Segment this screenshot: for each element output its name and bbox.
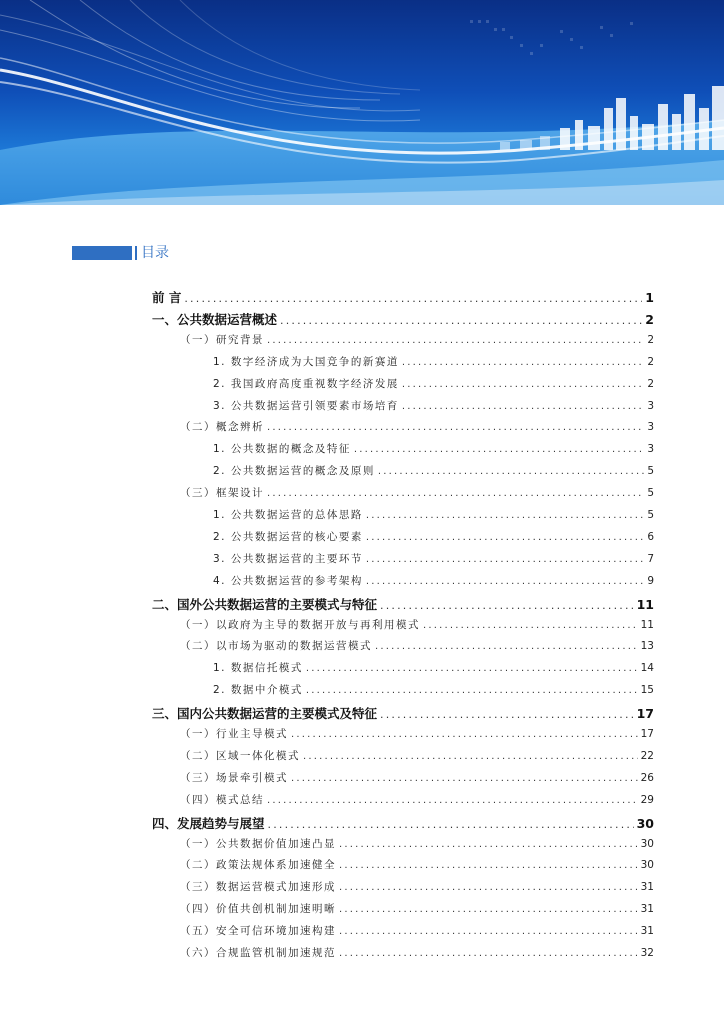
toc-entry-page: 2: [647, 333, 654, 346]
toc-entry[interactable]: [213, 398, 654, 413]
toc-entry-label: 2. 我国政府高度重视数字经济发展: [213, 377, 399, 390]
toc-entry-label: 四、发展趋势与展望: [152, 815, 265, 831]
toc-entry-page: 31: [640, 925, 654, 938]
heading-divider: [135, 246, 137, 260]
toc-leader-dots: [380, 708, 634, 721]
toc-leader-dots: [184, 292, 642, 305]
toc-leader-dots: [402, 357, 644, 368]
toc-entry-label: （三）数据运营模式加速形成: [180, 881, 336, 894]
toc-entry[interactable]: [213, 507, 654, 522]
toc-leader-dots: [306, 685, 638, 696]
toc-leader-dots: [339, 926, 638, 937]
toc-entry-page: 11: [640, 618, 654, 631]
toc-entry-page: 22: [640, 749, 654, 762]
toc-leader-dots: [291, 773, 638, 784]
toc-entry-label: 1. 公共数据运营的总体思路: [213, 509, 363, 521]
toc-leader-dots: [339, 860, 638, 871]
toc-entry-page: 13: [640, 640, 654, 653]
toc-entry[interactable]: [213, 551, 654, 566]
toc-entry[interactable]: [180, 857, 654, 872]
toc-entry[interactable]: [180, 836, 654, 851]
toc-entry[interactable]: [152, 814, 654, 832]
toc-entry-label: 1. 数据信托模式: [213, 662, 303, 675]
toc-entry-page: 2: [645, 311, 654, 327]
toc-leader-dots: [366, 576, 644, 587]
toc-entry-page: 32: [640, 947, 654, 959]
toc-entry[interactable]: [213, 529, 654, 544]
toc-entry-page: 1: [645, 290, 654, 305]
toc-entry-label: 2. 公共数据运营的概念及原则: [213, 465, 375, 478]
toc-entry-label: （一）行业主导模式: [180, 728, 288, 740]
toc-leader-dots: [280, 314, 642, 327]
banner-artwork: [0, 0, 724, 205]
toc-entry-label: （一）公共数据价值加速凸显: [180, 837, 336, 850]
toc-entry[interactable]: [180, 945, 654, 960]
toc-leader-dots: [366, 554, 644, 565]
toc-leader-dots: [267, 422, 644, 433]
toc-entry-label: 3. 公共数据运营引领要素市场培育: [213, 399, 399, 412]
toc-entry-page: 15: [640, 684, 654, 697]
toc-leader-dots: [366, 532, 644, 543]
toc-entry-label: （二）政策法规体系加速健全: [180, 859, 336, 872]
toc-leader-dots: [402, 379, 644, 390]
toc-entry-page: 2: [647, 355, 654, 368]
toc-leader-dots: [339, 839, 638, 850]
toc-entry-label: （三）场景牵引模式: [180, 771, 288, 784]
toc-entry[interactable]: [180, 419, 654, 434]
toc-entry-page: 9: [647, 574, 654, 587]
toc-entry-page: 30: [640, 859, 654, 872]
toc-entry-page: 31: [640, 903, 654, 916]
toc-entry-page: 17: [640, 728, 654, 740]
toc-entry[interactable]: [152, 288, 654, 306]
toc-entry[interactable]: [180, 485, 654, 500]
toc-entry[interactable]: [180, 726, 654, 741]
toc-entry-label: 2. 数据中介模式: [213, 684, 303, 697]
toc-entry-page: 31: [640, 881, 654, 894]
toc-leader-dots: [380, 599, 634, 612]
toc-entry-page: 3: [647, 421, 654, 434]
toc-leader-dots: [306, 663, 638, 674]
toc-leader-dots: [339, 882, 638, 893]
toc-entry-page: 29: [640, 793, 654, 806]
toc-entry-page: 2: [647, 377, 654, 390]
toc-entry-page: 3: [647, 399, 654, 412]
heading-accent-bar: [72, 246, 132, 260]
toc-leader-dots: [402, 401, 644, 412]
toc-entry-label: 1. 公共数据的概念及特征: [213, 443, 351, 456]
toc-leader-dots: [375, 641, 638, 652]
toc-entry-label: （二）以市场为驱动的数据运营模式: [180, 640, 372, 653]
toc-entry-page: 11: [636, 596, 654, 612]
toc-entry-page: 30: [636, 815, 654, 831]
toc-entry-label: （四）模式总结: [180, 793, 264, 806]
toc-entry[interactable]: [180, 638, 654, 653]
toc-entry[interactable]: [213, 441, 654, 456]
toc-entry[interactable]: [180, 923, 654, 938]
toc-entry-page: 17: [636, 706, 654, 722]
toc-entry-label: 二、国外公共数据运营的主要模式与特征: [152, 596, 378, 612]
toc-entry[interactable]: [152, 704, 654, 722]
toc-leader-dots: [303, 751, 638, 762]
toc-entry-label: （三）框架设计: [180, 487, 264, 500]
toc-entry-label: 前 言: [152, 290, 182, 305]
toc-entry-label: （一）以政府为主导的数据开放与再利用模式: [180, 618, 420, 631]
toc-entry-page: 5: [647, 487, 654, 500]
toc-entry[interactable]: [152, 310, 654, 328]
toc-entry-page: 3: [647, 443, 654, 456]
toc-entry-label: （二）概念辨析: [180, 421, 264, 434]
toc-leader-dots: [268, 818, 634, 831]
toc-leader-dots: [354, 444, 644, 455]
toc-entry[interactable]: [180, 332, 654, 347]
toc-entry-page: 14: [640, 662, 654, 675]
toc-leader-dots: [267, 795, 638, 806]
toc-entry-page: 5: [647, 465, 654, 478]
toc-entry[interactable]: [213, 463, 654, 478]
toc-entry[interactable]: [180, 748, 654, 763]
toc-entry-page: 6: [647, 530, 654, 543]
toc-leader-dots: [291, 729, 638, 740]
toc-entry[interactable]: [213, 376, 654, 391]
toc-entry-label: 3. 公共数据运营的主要环节: [213, 552, 363, 565]
toc-leader-dots: [267, 488, 644, 499]
toc-entry[interactable]: [213, 682, 654, 697]
toc-entry[interactable]: [213, 573, 654, 588]
toc-entry-label: （一）研究背景: [180, 333, 264, 346]
toc-leader-dots: [267, 335, 644, 346]
toc-entry[interactable]: [180, 617, 654, 632]
toc-entry-page: 30: [640, 837, 654, 850]
toc-leader-dots: [339, 948, 638, 959]
toc-heading: [72, 244, 169, 262]
toc-entry[interactable]: [213, 354, 654, 369]
toc-entry-page: 5: [647, 509, 654, 521]
toc-entry-label: 三、国内公共数据运营的主要模式及特征: [152, 706, 378, 722]
toc-title: 目录: [141, 245, 169, 261]
toc-leader-dots: [423, 620, 638, 631]
toc-entry-label: 1. 数字经济成为大国竞争的新赛道: [213, 355, 399, 368]
header-banner: [0, 0, 724, 205]
toc-entry-label: （四）价值共创机制加速明晰: [180, 903, 336, 916]
toc-leader-dots: [366, 510, 644, 521]
toc-entry-page: 26: [640, 771, 654, 784]
toc-entry[interactable]: [213, 660, 654, 675]
toc-entry-label: 一、公共数据运营概述: [152, 311, 278, 327]
toc-entry-label: 2. 公共数据运营的核心要素: [213, 530, 363, 543]
toc-entry[interactable]: [180, 901, 654, 916]
toc-leader-dots: [339, 904, 638, 915]
toc-leader-dots: [378, 466, 644, 477]
toc-entry-page: 7: [647, 552, 654, 565]
toc-entry[interactable]: [180, 770, 654, 785]
toc-entry[interactable]: [180, 792, 654, 807]
toc-entry-label: 4. 公共数据运营的参考架构: [213, 574, 363, 587]
toc-entry[interactable]: [180, 879, 654, 894]
toc-entry[interactable]: [152, 595, 654, 613]
toc-entry-label: （六）合规监管机制加速规范: [180, 947, 336, 959]
toc-entry-label: （二）区域一体化模式: [180, 749, 300, 762]
toc-entry-label: （五）安全可信环境加速构建: [180, 925, 336, 938]
